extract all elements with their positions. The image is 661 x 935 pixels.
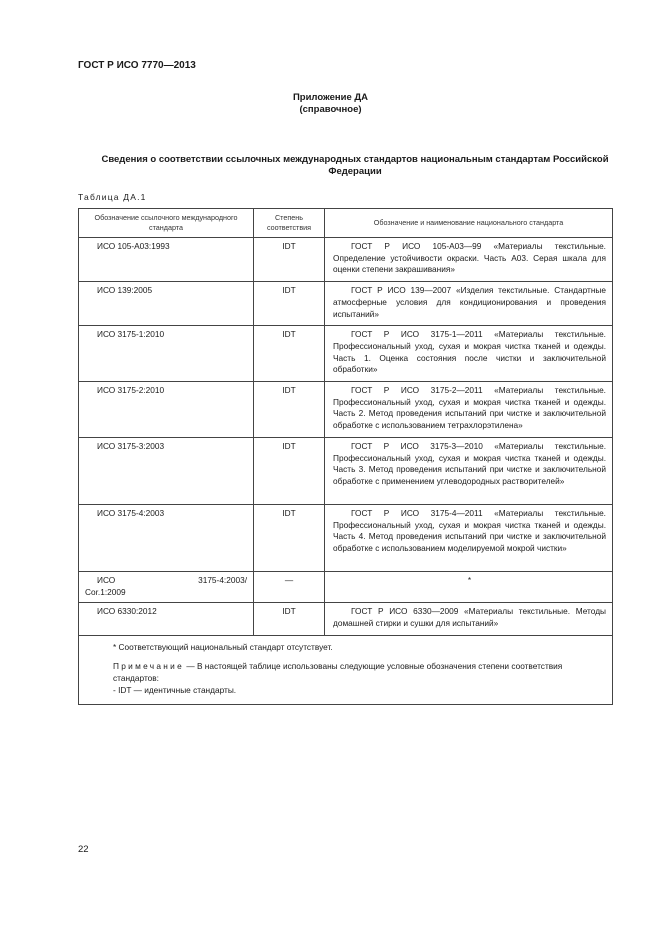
national-cell	[325, 603, 613, 635]
table-row	[79, 571, 613, 602]
table-caption: Таблица ДА.1	[78, 192, 147, 202]
table-row	[79, 437, 613, 504]
national-cell: *	[325, 571, 613, 602]
national-cell	[325, 504, 613, 571]
note-item: - IDT — идентичные стандарты.	[113, 684, 237, 695]
table-notes	[79, 635, 613, 705]
header-degree: Степень соответствия	[254, 209, 325, 238]
national-cell	[325, 282, 613, 326]
ref-cell: ИСО 3175-1:2010	[79, 326, 254, 382]
table-row	[79, 326, 613, 382]
national-text: ГОСТ Р ИСО 3175-4—2011 «Материалы текстильные. Профессиональный уход, сухая и мокрая чистка тканей и одежды. Часть 4. Метод проведения испытаний при чистке и заключительной обработке с использованием моделируемой мокрой чистки»	[333, 507, 606, 553]
national-text: ГОСТ Р ИСО 3175-2—2011 «Материалы текстильные. Профессиональный уход, сухая и мокрая чистка тканей и одежды. Часть 2. Метод проведения испытаний при чистке и заключительной обработке с использованием тетрахлорэтилена»	[333, 385, 606, 431]
appendix-subtitle: (справочное)	[299, 104, 362, 115]
national-text: ГОСТ Р ИСО 6330—2009 «Материалы текстильные. Методы домашней стирки и сушки для испытаний»	[333, 606, 606, 628]
ref-cell: ИСО 3175-4:2003	[79, 504, 254, 571]
degree-cell: IDT	[254, 238, 325, 282]
degree-cell: IDT	[254, 504, 325, 571]
degree-cell: IDT	[254, 382, 325, 438]
national-text: ГОСТ Р ИСО 3175-3—2010 «Материалы текстильные. Профессиональный уход, сухая и мокрая чистка тканей и одежды. Часть 3. Метод проведения испытаний при чистке и заключительной обработке с применением углеводородных растворителей»	[333, 440, 606, 486]
degree-cell: IDT	[254, 282, 325, 326]
note-text: — В настоящей таблице использованы следующие условные обозначения степени соответствия стандартов:	[113, 661, 563, 684]
ref-cell: ИСО 3175-2:2010	[79, 382, 254, 438]
note-label: Примечание	[113, 661, 185, 672]
page-number: 22	[78, 844, 89, 855]
national-cell	[325, 382, 613, 438]
national-cell	[325, 238, 613, 282]
national-text: ГОСТ Р ИСО 3175-1—2011 «Материалы текстильные. Профессиональный уход, сухая и мокрая чистка тканей и одежды. Часть 1. Оценка состояния после чистки и заключительной обработки»	[333, 329, 606, 375]
appendix-heading	[0, 92, 661, 116]
header-national-standard: Обозначение и наименование национального стандарта	[325, 209, 613, 238]
table-notes-row	[79, 635, 613, 705]
ref-cell: ИСО 139:2005	[79, 282, 254, 326]
ref-cell	[79, 571, 254, 602]
table-row	[79, 603, 613, 635]
appendix-title: Приложение ДА	[292, 92, 369, 103]
national-text: ГОСТ Р ИСО 139—2007 «Изделия текстильные. Стандартные атмосферные условия для кондиционирования и проведения испытаний»	[333, 285, 606, 319]
national-cell	[325, 437, 613, 504]
degree-cell: IDT	[254, 326, 325, 382]
table-row	[79, 382, 613, 438]
table-row	[79, 238, 613, 282]
header-ref-standard: Обозначение ссылочного международного стандарта	[79, 209, 254, 238]
degree-cell: IDT	[254, 437, 325, 504]
ref-cell: ИСО 3175-3:2003	[79, 437, 254, 504]
document-code: ГОСТ Р ИСО 7770—2013	[78, 60, 196, 71]
ref-cell: ИСО 6330:2012	[79, 603, 254, 635]
table-row	[79, 282, 613, 326]
table-header-row	[79, 209, 613, 238]
degree-cell: IDT	[254, 603, 325, 635]
national-cell	[325, 326, 613, 382]
ref-part-c: Cor.1:2009	[85, 586, 126, 597]
ref-part-b: 3175-4:2003/	[198, 574, 247, 585]
table-row	[79, 504, 613, 571]
section-title: Сведения о соответствии ссылочных международных стандартов национальным стандартам Российской Федерации	[101, 154, 609, 177]
ref-cell: ИСО 105-А03:1993	[79, 238, 254, 282]
correspondence-table	[78, 208, 613, 705]
national-text: ГОСТ Р ИСО 105-А03—99 «Материалы текстильные. Определение устойчивости окраски. Часть А03. Серая шкала для оценки степени закрашивания»	[333, 241, 606, 275]
ref-part-a: ИСО	[97, 574, 116, 585]
degree-cell: —	[254, 571, 325, 602]
note	[87, 661, 604, 684]
footnote: * Соответствующий национальный стандарт отсутствует.	[113, 641, 333, 652]
